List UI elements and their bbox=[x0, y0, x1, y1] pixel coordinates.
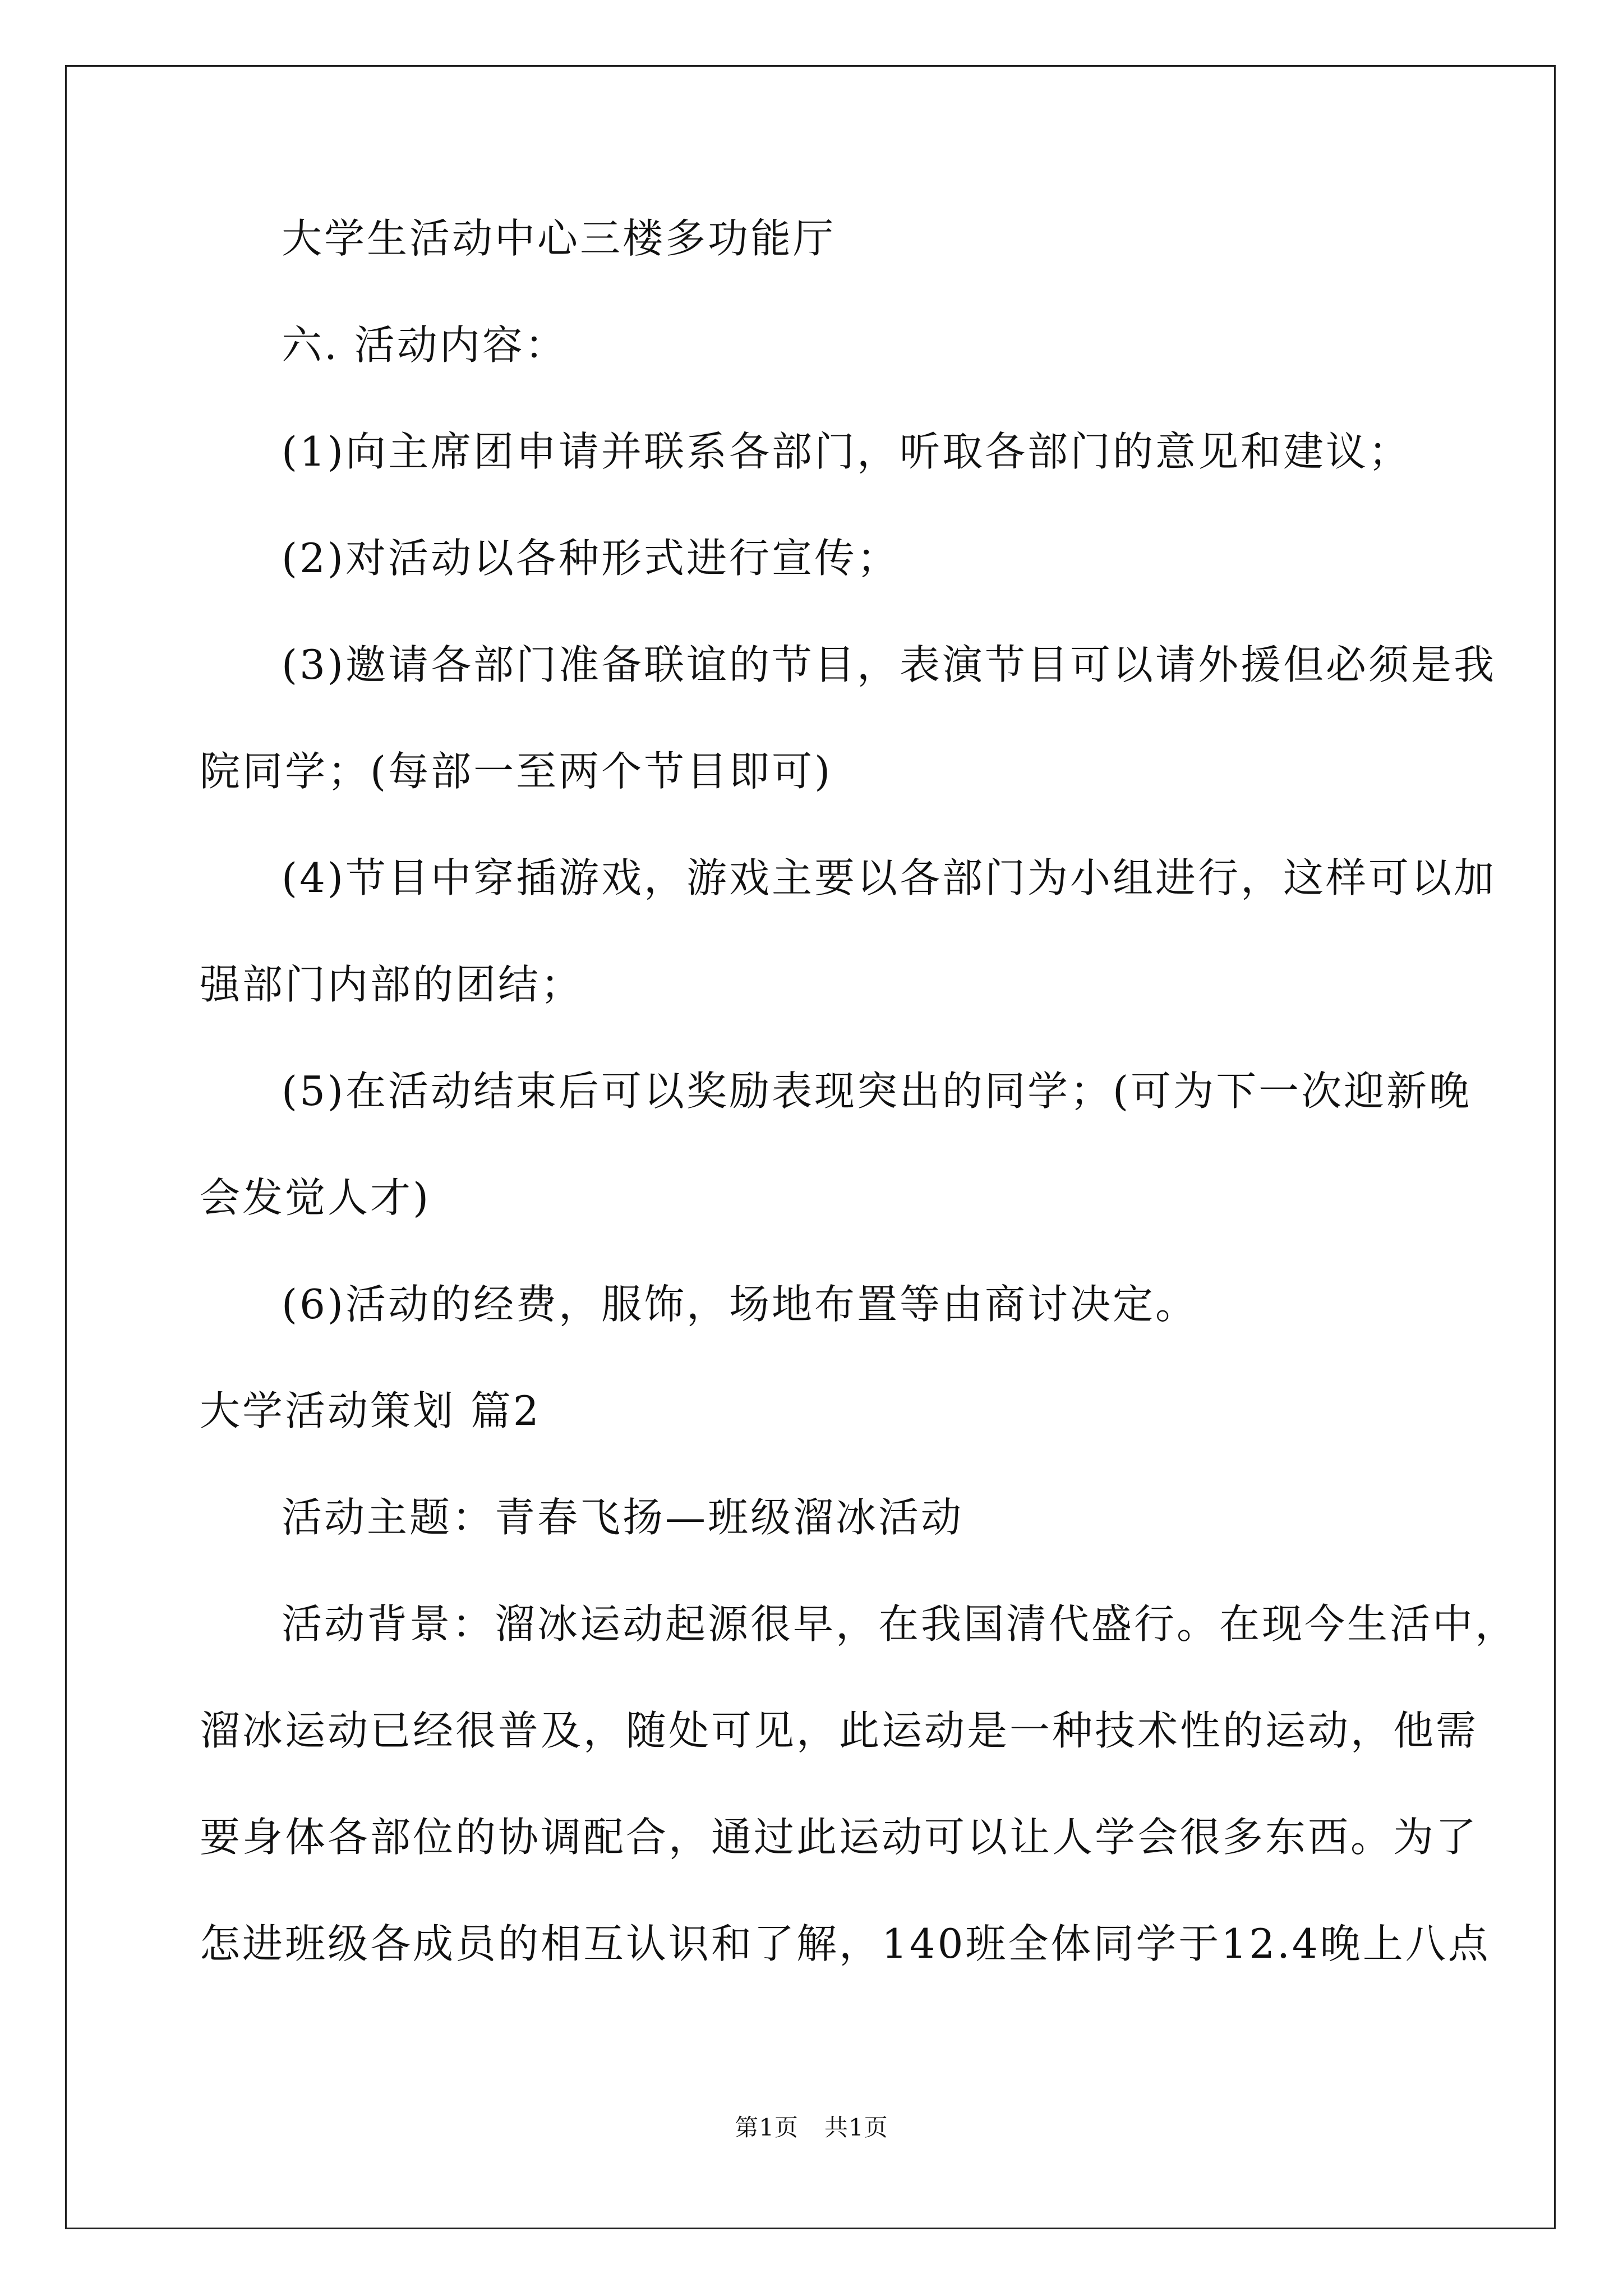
document-body bbox=[200, 213, 1518, 1969]
item-4: (4)节目中穿插游戏，游戏主要以各部门为小组进行，这样可以加 bbox=[282, 854, 1496, 901]
activity-background-line-4: 怎进班级各成员的相互认识和了解，140班全体同学于12.4晚上八点 bbox=[200, 1920, 1491, 1967]
item-3: (3)邀请各部门准备联谊的节目，表演节目可以请外援但必须是我 bbox=[282, 641, 1496, 688]
item-5: (5)在活动结束后可以奖励表现突出的同学；(可为下一次迎新晚 bbox=[282, 1068, 1472, 1115]
page-footer bbox=[0, 2114, 1623, 2142]
item-4-continued: 强部门内部的团结； bbox=[200, 961, 584, 1008]
activity-background-line-2: 溜冰运动已经很普及，随处可见，此运动是一种技术性的运动，他需 bbox=[200, 1707, 1479, 1754]
item-3-continued: 院同学；(每部一至两个节目即可) bbox=[200, 748, 833, 795]
page-total: 共1页 bbox=[824, 2114, 888, 2141]
page-number: 第1页 bbox=[735, 2114, 799, 2141]
section-title: 大学活动策划 篇2 bbox=[200, 1387, 541, 1434]
section-heading-activity-content: 六. 活动内容： bbox=[282, 321, 568, 369]
activity-theme: 活动主题：青春飞扬—班级溜冰活动 bbox=[282, 1494, 964, 1541]
item-1: (1)向主席团申请并联系各部门，听取各部门的意见和建议； bbox=[282, 428, 1411, 475]
item-5-continued: 会发觉人才) bbox=[200, 1174, 431, 1221]
item-2: (2)对活动以各种形式进行宣传； bbox=[282, 535, 900, 582]
item-6: (6)活动的经费，服饰，场地布置等由商讨决定。 bbox=[282, 1281, 1198, 1328]
venue-line: 大学生活动中心三楼多功能厅 bbox=[282, 215, 836, 262]
activity-background-line-3: 要身体各部位的协调配合，通过此运动可以让人学会很多东西。为了 bbox=[200, 1814, 1479, 1861]
activity-background: 活动背景：溜冰运动起源很早，在我国清代盛行。在现今生活中， bbox=[282, 1600, 1518, 1648]
